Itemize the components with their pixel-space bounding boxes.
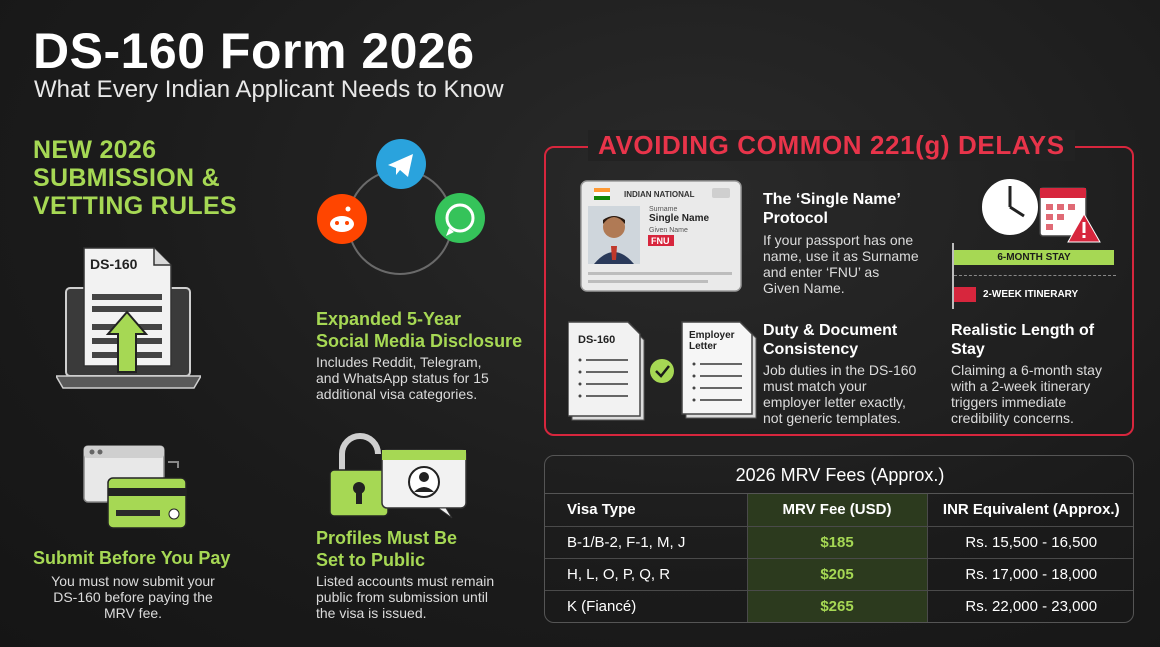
- fees-table: [545, 494, 1134, 622]
- header-visa-type: Visa Type: [545, 494, 747, 526]
- fee-cell: $265: [747, 590, 927, 622]
- six-month-bar: 6-MONTH STAY: [954, 250, 1114, 265]
- submit-description: You must now submit your DS-160 before paying the MRV fee.: [51, 573, 215, 621]
- table-row: [545, 526, 1134, 558]
- visa-type-cell: H, L, O, P, Q, R: [545, 558, 747, 590]
- stay-description: Claiming a 6-month stay with a 2-week itinerary triggers immediate credibility concerns.: [951, 362, 1102, 426]
- clock-calendar-icon: [978, 172, 1103, 244]
- fee-cell: $205: [747, 558, 927, 590]
- public-profile-icon: [326, 430, 471, 520]
- two-week-label: 2-WEEK ITINERARY: [983, 289, 1079, 300]
- single-name-title: The ‘Single Name’ Protocol: [763, 191, 901, 227]
- fee-cell: $185: [747, 526, 927, 558]
- reddit-icon: [317, 194, 367, 244]
- fees-header-row: [545, 494, 1134, 526]
- visa-type-cell: B-1/B-2, F-1, M, J: [545, 526, 747, 558]
- two-week-bar: [954, 287, 976, 302]
- table-row: [545, 558, 1134, 590]
- delays-title: AVOIDING COMMON 221(g) DELAYS: [588, 130, 1075, 161]
- page-title: DS-160 Form 2026: [33, 23, 475, 79]
- ds160-doc-label: DS-160: [578, 334, 616, 346]
- social-media-icons: [310, 132, 490, 282]
- inr-cell: Rs. 15,500 - 16,500: [927, 526, 1134, 558]
- laptop-doc-label: DS-160: [90, 256, 138, 272]
- employer-doc-label-line1: Employer: [689, 330, 735, 341]
- submit-title: Submit Before You Pay: [33, 548, 231, 568]
- table-row: [545, 590, 1134, 622]
- page-subtitle: What Every Indian Applicant Needs to Know: [34, 76, 504, 103]
- laptop-upload-icon: [56, 244, 201, 394]
- surname-label: Surname: [649, 206, 678, 213]
- header-inr: INR Equivalent (Approx.): [927, 494, 1134, 526]
- visa-type-cell: K (Fiancé): [567, 597, 637, 615]
- surname-value: Single Name: [649, 213, 710, 224]
- employer-doc-label-line2: Letter: [689, 341, 717, 352]
- whatsapp-icon: [435, 193, 485, 243]
- payment-card-icon: [82, 444, 190, 530]
- inr-cell: Rs. 22,000 - 23,000: [965, 597, 1098, 615]
- profiles-description: Listed accounts must remain public from submission until the visa is issued.: [316, 573, 495, 621]
- telegram-icon: [376, 139, 426, 189]
- given-name-value: FNU: [651, 236, 670, 246]
- fees-panel: [544, 455, 1134, 623]
- passport-id-card: [580, 180, 742, 292]
- social-description: Includes Reddit, Telegram, and WhatsApp status for 15 additional visa categories.: [316, 354, 489, 402]
- inr-cell: Rs. 17,000 - 18,000: [927, 558, 1134, 590]
- duty-title: Duty & Document Consistency: [763, 322, 898, 358]
- duty-description: Job duties in the DS-160 must match your employer letter exactly, not generic templates.: [763, 362, 917, 426]
- document-comparison-icon: [568, 318, 758, 422]
- single-name-description: If your passport has one name, use it as Surname and enter ‘FNU’ as Given Name.: [763, 232, 919, 296]
- timeline-dashed-line: [954, 275, 1116, 276]
- header-mrv-fee: MRV Fee (USD): [747, 494, 927, 526]
- given-name-label: Given Name: [649, 227, 688, 234]
- id-card-header: INDIAN NATIONAL: [624, 190, 695, 199]
- rules-heading: NEW 2026 SUBMISSION & VETTING RULES: [33, 136, 237, 220]
- social-title: Expanded 5-Year Social Media Disclosure: [316, 309, 523, 351]
- profiles-title: Profiles Must Be Set to Public: [316, 528, 458, 570]
- fees-title: 2026 MRV Fees (Approx.): [545, 456, 1134, 494]
- stay-title: Realistic Length of Stay: [951, 322, 1095, 358]
